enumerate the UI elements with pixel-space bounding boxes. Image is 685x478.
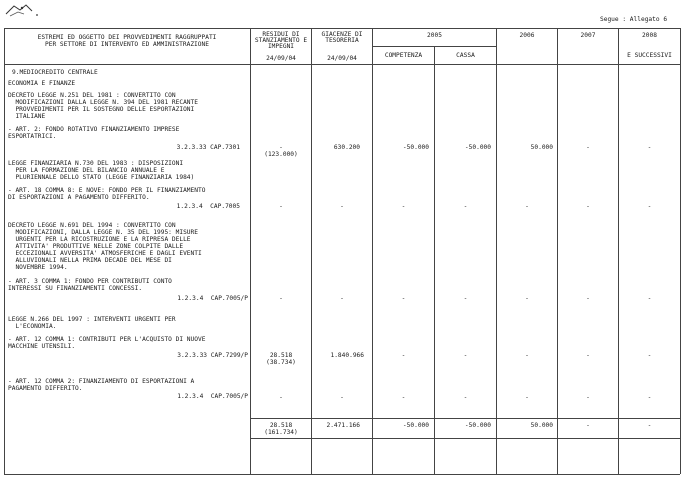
art4-line1: - ART. 12 COMMA 1: CONTRIBUTI PER L'ACQUISTO DI NUOVE bbox=[8, 336, 206, 343]
header-top-line bbox=[4, 28, 680, 29]
row5-2008: - bbox=[647, 394, 652, 401]
cap2: 1.2.3.4 CAP.7005 bbox=[176, 203, 240, 210]
header-competenza: COMPETENZA bbox=[384, 52, 423, 59]
header-year-2008: 2008 bbox=[642, 32, 657, 39]
row5-residui: - bbox=[279, 394, 283, 401]
law2-line2: PER LA FORMAZIONE DEL BILANCIO ANNUALE E bbox=[8, 167, 165, 174]
ministry-logo bbox=[4, 2, 36, 18]
row4-residui-paren: (38.734) bbox=[266, 359, 296, 366]
cap3: 1.2.3.4 CAP.7005/P bbox=[177, 295, 248, 302]
total-2008: - bbox=[647, 422, 652, 429]
header-e-successivi: E SUCCESSIVI bbox=[627, 52, 672, 59]
law3-line5: ECCEZIONALI AVVERSITA' ATMOSFERICHE E DAGLI EVENTI bbox=[8, 250, 202, 257]
row5-2007: - bbox=[586, 394, 590, 401]
row1-residui-paren: (123.000) bbox=[264, 151, 298, 158]
total-cassa: -50.000 bbox=[464, 422, 491, 429]
row3-cassa: - bbox=[463, 295, 468, 302]
row3-2007: - bbox=[586, 295, 590, 302]
header-cassa: CASSA bbox=[456, 52, 475, 59]
header-year-2006: 2006 bbox=[519, 32, 535, 39]
row4-cassa: - bbox=[463, 352, 468, 359]
header-year-2005: 2005 bbox=[427, 32, 442, 39]
header-giacenze-line2: TESORERIA bbox=[325, 37, 359, 44]
row3-2008: - bbox=[647, 295, 652, 302]
total-competenza: -50.000 bbox=[402, 422, 429, 429]
total-giacenze: 2.471.166 bbox=[326, 422, 360, 429]
art1-line2: ESPORTATRICI. bbox=[8, 133, 57, 140]
law3-line6: ALLUVIONALI NELLA PRIMA DECADE DEL MESE DI bbox=[8, 257, 172, 264]
row1-2008: - bbox=[647, 144, 652, 151]
art1-line1: - ART. 2: FONDO ROTATIVO FINANZIAMENTO IMPRESE bbox=[8, 126, 180, 133]
row3-giacenze: - bbox=[340, 295, 344, 302]
row1-competenza: -50.000 bbox=[402, 144, 429, 151]
art4-line2: MACCHINE UTENSILI. bbox=[8, 343, 76, 350]
row2-2007: - bbox=[586, 203, 590, 210]
row2-2006: - bbox=[525, 203, 529, 210]
cap1: 3.2.3.33 CAP.7301 bbox=[176, 144, 240, 151]
header-residui-line2: STANZIAMENTO E bbox=[254, 37, 308, 44]
vline-cassa bbox=[434, 46, 435, 474]
row5-cassa: - bbox=[463, 394, 468, 401]
header-bottom-line bbox=[4, 64, 680, 65]
section-title: 9.MEDIOCREDITO CENTRALE bbox=[12, 69, 98, 76]
art2-line1: - ART. 18 COMMA 8: E NOVE: FONDO PER IL FINANZIAMENTO bbox=[8, 187, 206, 194]
row2-competenza: - bbox=[401, 203, 406, 210]
ministry-name: ECONOMIA E FINANZE bbox=[8, 80, 76, 87]
segue-label: Segue : Allegato 6 bbox=[600, 16, 668, 23]
vline-residui bbox=[250, 28, 251, 474]
total-2006: 50.000 bbox=[530, 422, 553, 429]
row3-residui: - bbox=[279, 295, 283, 302]
total-top-line bbox=[250, 418, 680, 419]
stamp-mark bbox=[36, 14, 38, 16]
vline-left bbox=[4, 28, 5, 474]
law3-line3: URGENTI PER LA RICOSTRUZIONE E LA RIPRESA DELLE bbox=[8, 236, 191, 243]
cap4: 3.2.3.33 CAP.7299/P bbox=[177, 352, 248, 359]
row1-cassa: -50.000 bbox=[464, 144, 491, 151]
row3-competenza: - bbox=[401, 295, 406, 302]
law1-line2: MODIFICAZIONI DALLA LEGGE N. 394 DEL 1981 RECANTE bbox=[8, 99, 198, 106]
law2-line1: LEGGE FINANZIARIA N.730 DEL 1983 : DISPOSIZIONI bbox=[8, 160, 184, 167]
header-year-2007: 2007 bbox=[580, 32, 596, 39]
law2-line3: PLURIENNALE DELLO STATO (LEGGE FINANZIARIA 1984) bbox=[8, 174, 195, 181]
header-residui-line1: RESIDUI DI bbox=[262, 31, 300, 38]
law4-line1: LEGGE N.266 DEL 1997 : INTERVENTI URGENTI PER bbox=[8, 316, 176, 323]
row1-giacenze: 630.200 bbox=[333, 144, 360, 151]
law4-line2: L'ECONOMIA. bbox=[8, 323, 57, 330]
row1-2007: - bbox=[586, 144, 590, 151]
header-residui-line3: IMPEGNI bbox=[267, 43, 295, 50]
total-residui: 28.518 bbox=[269, 422, 293, 429]
law3-line4: ATTIVITA' PRODUTTIVE NELLE ZONE COLPITE DALLE bbox=[8, 243, 184, 250]
total-residui-paren: (161.734) bbox=[264, 429, 298, 436]
art2-line2: DI ESPORTAZIONI A PAGAMENTO DIFFERITO. bbox=[8, 194, 150, 201]
row3-2006: - bbox=[525, 295, 529, 302]
law1-line1: DECRETO LEGGE N.251 DEL 1981 : CONVERTITO CON bbox=[8, 92, 176, 99]
row4-2008: - bbox=[647, 352, 652, 359]
law3-line2: MODIFICAZIONI, DALLA LEGGE N. 35 DEL 1995: MISURE bbox=[8, 229, 198, 236]
row5-competenza: - bbox=[401, 394, 406, 401]
law1-line3: PROVVEDIMENTI PER IL SOSTEGNO DELLE ESPORTAZIONI bbox=[8, 106, 195, 113]
law1-line4: ITALIANE bbox=[8, 113, 46, 120]
row2-residui: - bbox=[279, 203, 283, 210]
art3-line2: INTERESSI SU FINANZIAMENTI CONCESSI. bbox=[8, 285, 143, 292]
table-bottom-line bbox=[4, 474, 680, 475]
vline-right bbox=[680, 28, 681, 474]
law3-line1: DECRETO LEGGE N.691 DEL 1994 : CONVERTITO CON bbox=[8, 222, 176, 229]
art5-line2: PAGAMENTO DIFFERITO. bbox=[8, 385, 83, 392]
row1-2006: 50.000 bbox=[530, 144, 553, 151]
header-giacenze-date: 24/09/04 bbox=[327, 55, 357, 62]
row5-2006: - bbox=[525, 394, 529, 401]
vline-2006 bbox=[496, 28, 497, 474]
row4-2007: - bbox=[586, 352, 590, 359]
row2-giacenze: - bbox=[340, 203, 344, 210]
header-estremi-line1: ESTREMI ED OGGETTO DEI PROVVEDIMENTI RAGGRUPPATI bbox=[37, 34, 217, 41]
total-2007: - bbox=[586, 422, 590, 429]
row4-residui: 28.518 bbox=[269, 352, 293, 359]
art5-line1: - ART. 12 COMMA 2: FINANZIAMENTO DI ESPORTAZIONI A bbox=[8, 378, 195, 385]
cap5: 1.2.3.4 CAP.7005/P bbox=[177, 393, 248, 400]
row4-2006: - bbox=[525, 352, 529, 359]
vline-2005 bbox=[372, 28, 373, 474]
header-estremi-line2: PER SETTORE DI INTERVENTO ED AMMINISTRAZIONE bbox=[45, 41, 209, 48]
vline-2008 bbox=[618, 28, 619, 474]
row5-giacenze: - bbox=[340, 394, 344, 401]
row1-residui: - bbox=[279, 144, 283, 151]
header-giacenze-line1: GIACENZE DI bbox=[321, 31, 363, 38]
row4-giacenze: 1.840.966 bbox=[330, 352, 364, 359]
header-residui-date: 24/09/04 bbox=[266, 55, 296, 62]
row2-cassa: - bbox=[463, 203, 468, 210]
row2-2008: - bbox=[647, 203, 652, 210]
vline-2007 bbox=[557, 28, 558, 474]
art3-line1: - ART. 3 COMMA 1: FONDO PER CONTRIBUTI CONTO bbox=[8, 278, 172, 285]
law3-line7: NOVEMBRE 1994. bbox=[8, 264, 68, 271]
total-bottom-line bbox=[250, 438, 680, 439]
row4-competenza: - bbox=[401, 352, 406, 359]
vline-giacenze bbox=[311, 28, 312, 474]
